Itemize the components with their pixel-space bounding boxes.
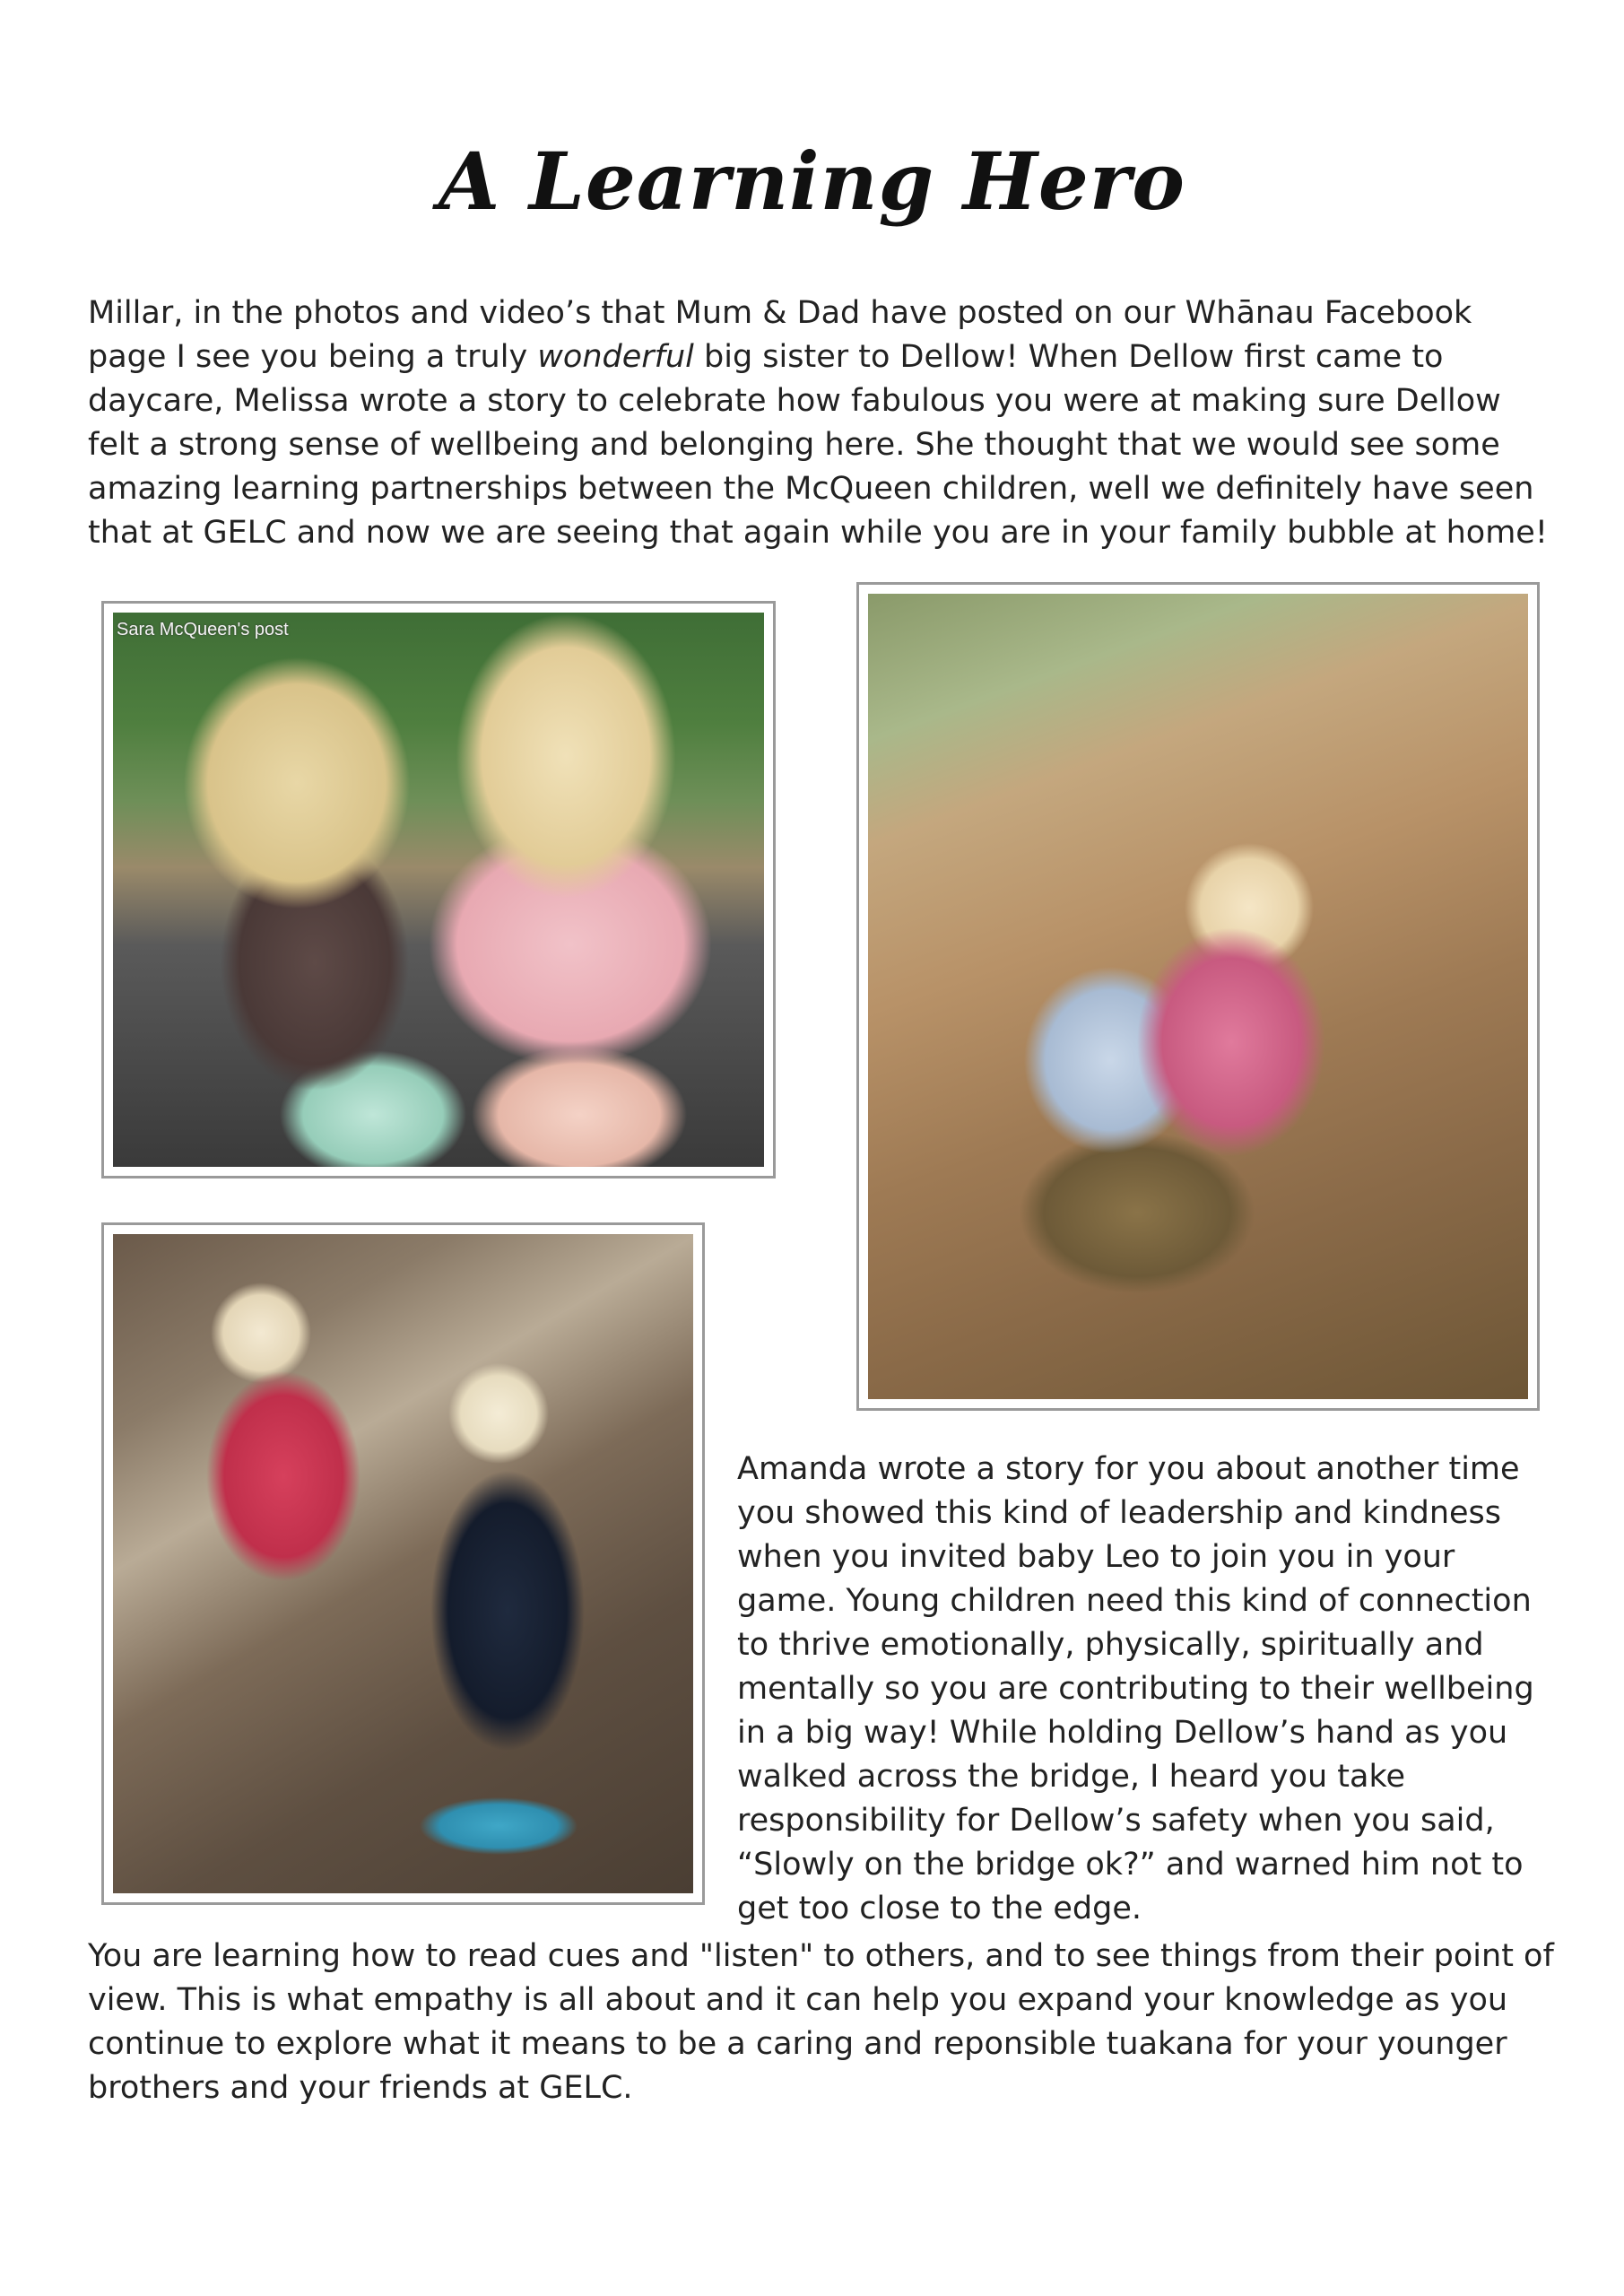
photo-children-walking-image bbox=[113, 1234, 693, 1893]
photo-children-on-hill-image bbox=[868, 594, 1528, 1399]
intro-emphasis: wonderful bbox=[537, 339, 694, 375]
intro-paragraph bbox=[88, 291, 1559, 555]
intro-text-end: big sister to Dellow! When Dellow first came to daycare, Melissa wrote a story to celebrate how fabulous you were at making sure Dellow felt a strong sense of wellbeing and belonging here. She thought that we would see some amazing learning partnerships between the McQueen children, well we definitely have seen that at GELC and now we are seeing that again while you are in your family bubble at home! bbox=[88, 339, 1548, 551]
photo-children-on-hill bbox=[856, 582, 1540, 1411]
photo-cooking-pots bbox=[101, 601, 776, 1178]
closing-paragraph: You are learning how to read cues and "listen" to others, and to see things from their point of view. This is what empathy is all about and it can help you expand your knowledge as you continue to explore what it means to be a caring and reponsible tuakana for your younger brothers and your friends at GELC. bbox=[88, 1938, 1554, 2106]
story-paragraph: Amanda wrote a story for you about another time you showed this kind of leadership and kindness when you invited baby Leo to join you in your game. Young children need this kind of connection to thrive emotionally, physically, spiritually and mentally so you are contributing to their wellbeing in a big way! While holding Dellow’s hand as you walked across the bridge, I heard you take responsibility for Dellow’s safety when you said, “Slowly on the bridge ok?” and warned him not to get too close to the edge. bbox=[737, 1451, 1534, 1926]
intro-text-start: Millar, in the photos and video’s that Mum & Dad have posted on our Whānau Facebook page I see you being a truly bbox=[88, 295, 1472, 375]
photo-cooking-pots-image bbox=[113, 613, 764, 1167]
page-title: A Learning Hero bbox=[439, 135, 1185, 228]
photo-caption: Sara McQueen's post bbox=[117, 620, 289, 639]
photo-children-walking bbox=[101, 1222, 705, 1905]
